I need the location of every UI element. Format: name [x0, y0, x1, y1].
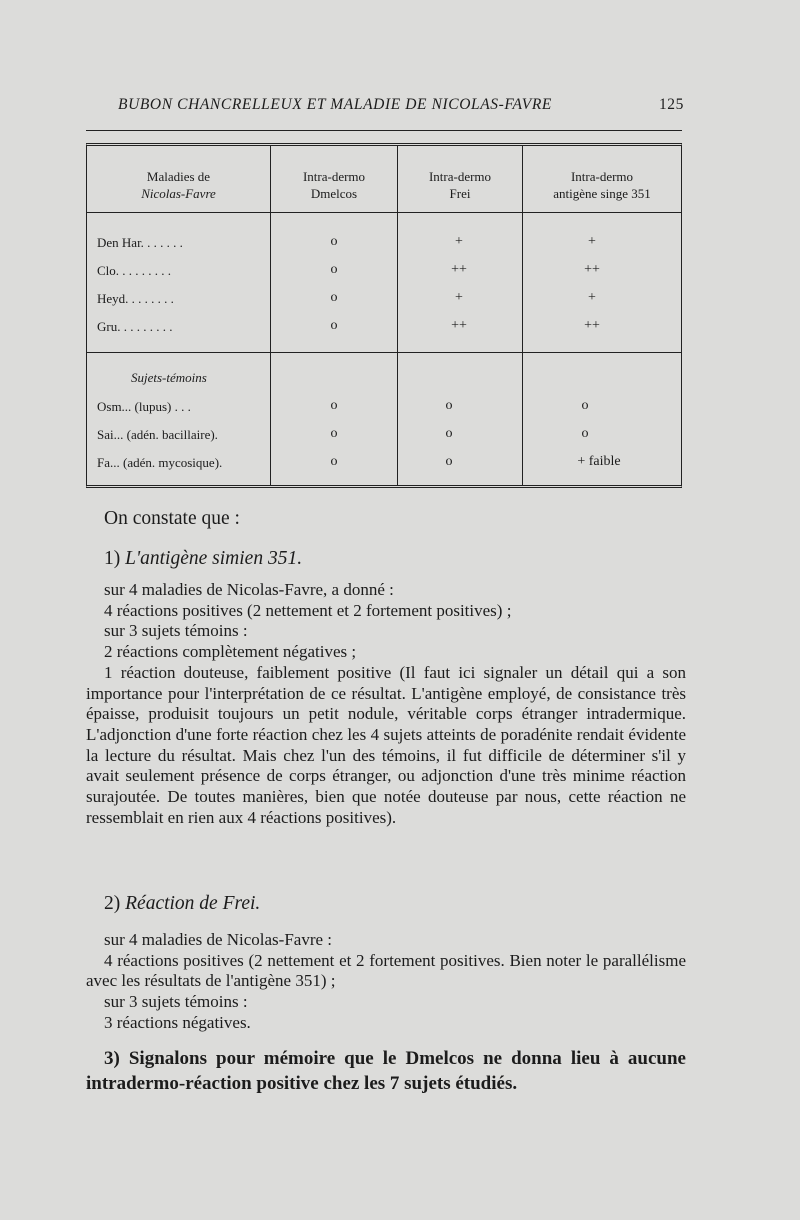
row-label: Osm... (lupus) . . . — [97, 399, 191, 414]
cell-antigene: + — [588, 290, 596, 305]
row-label: Heyd. . . . . . . . — [97, 291, 174, 306]
text-line: sur 3 sujets témoins : — [104, 992, 248, 1012]
header-line: Maladies de — [146, 169, 211, 184]
cell-frei: o — [445, 426, 453, 441]
header-divider — [87, 212, 681, 213]
header-line: antigène singe 351 — [553, 186, 651, 201]
cell-dmelcos: o — [330, 426, 338, 441]
header-line: Nicolas-Favre — [141, 186, 216, 201]
results-table — [86, 143, 682, 488]
text-line: sur 4 maladies de Nicolas-Favre : — [104, 930, 333, 949]
section-1-heading — [104, 548, 302, 570]
cell-antigene: + faible — [577, 454, 621, 469]
header-line: Intra-dermo — [302, 169, 366, 184]
section-number: 2) — [104, 893, 121, 914]
section-2-text — [86, 930, 686, 1034]
page-number: 125 — [658, 96, 684, 113]
paragraph: 4 réactions positives (2 nettement et 2 fortement positives. Bien noter le parallélisme avec les résultats de l'antigène 351) ; — [86, 950, 686, 991]
column-header-frei — [398, 168, 522, 202]
cell-antigene: ++ — [584, 262, 600, 277]
header-line: Intra-dermo — [428, 169, 492, 184]
text-line: 3 réactions négatives. — [104, 1012, 251, 1032]
cell-antigene: + — [588, 234, 596, 249]
header-rule — [86, 130, 682, 131]
section-1-text — [86, 580, 686, 828]
cell-dmelcos: o — [330, 454, 338, 469]
row-label: Gru. . . . . . . . . — [97, 319, 173, 334]
cell-frei: ++ — [451, 262, 467, 277]
section-2-heading — [104, 893, 260, 915]
cell-antigene: ++ — [584, 318, 600, 333]
row-label: Sai... (adén. bacillaire). — [97, 427, 218, 442]
column-header-maladies — [87, 168, 270, 202]
cell-dmelcos: o — [330, 262, 338, 277]
column-header-dmelcos — [271, 168, 397, 202]
column-header-antigene — [523, 168, 681, 202]
cell-frei: + — [455, 290, 463, 305]
cell-frei: o — [445, 398, 453, 413]
text-line: 4 réactions positives (2 nettement et 2 fortement positives) ; — [104, 600, 512, 620]
section-number: 1) — [104, 548, 121, 569]
section-title: L'antigène simien 351. — [125, 548, 303, 569]
cell-antigene: o — [581, 398, 589, 413]
row-label: Clo. . . . . . . . . — [97, 263, 172, 278]
group-title: Sujets-témoins — [131, 370, 207, 385]
cell-frei: o — [445, 454, 453, 469]
group-divider — [87, 352, 681, 353]
cell-dmelcos: o — [330, 290, 338, 305]
header-line: Dmelcos — [310, 186, 358, 201]
text-line: sur 4 maladies de Nicolas-Favre, a donné : — [104, 580, 394, 599]
header-line: Intra-dermo — [570, 169, 634, 184]
cell-dmelcos: o — [330, 398, 338, 413]
cell-frei: + — [455, 234, 463, 249]
header-line: Frei — [449, 186, 471, 201]
section-3-paragraph: 3) Signalons pour mémoire que le Dmelcos ne donna lieu à aucune intradermo-réaction positive chez les 7 sujets étudiés. — [86, 1048, 686, 1094]
section-title: Réaction de Frei. — [125, 893, 261, 914]
paragraph: 1 réaction douteuse, faiblement positive (Il faut ici signaler un détail qui a son importance pour l'interprétation de ce résultat. L'antigène employé, de consistance très épaisse, produisit toujours un petit nodule, véritable corps étranger intradermique. L'adjonction d'une forte réaction chez les 4 sujets atteints de poradénite rendait évidente la lecture du résultat. Mais chez l'un des témoins, il fut difficile de déterminer s'il y avait seulement présence de corps étranger, ou adjonction d'une très minime réaction surajoutée. De toutes manières, bien que notée douteuse par nous, cette réaction ne ressemblait en rien aux 4 réactions positives). — [86, 662, 686, 827]
cell-antigene: o — [581, 426, 589, 441]
cell-dmelcos: o — [330, 318, 338, 333]
intro-line: On constate que : — [104, 508, 240, 529]
running-title: BUBON CHANCRELLEUX ET MALADIE DE NICOLAS-FAVRE — [118, 96, 552, 113]
cell-frei: ++ — [451, 318, 467, 333]
row-label: Den Har. . . . . . . — [97, 235, 183, 250]
text-line: 2 réactions complètement négatives ; — [104, 642, 357, 662]
text-line: sur 3 sujets témoins : — [104, 621, 248, 641]
row-label: Fa... (adén. mycosique). — [97, 455, 223, 470]
cell-dmelcos: o — [330, 234, 338, 249]
